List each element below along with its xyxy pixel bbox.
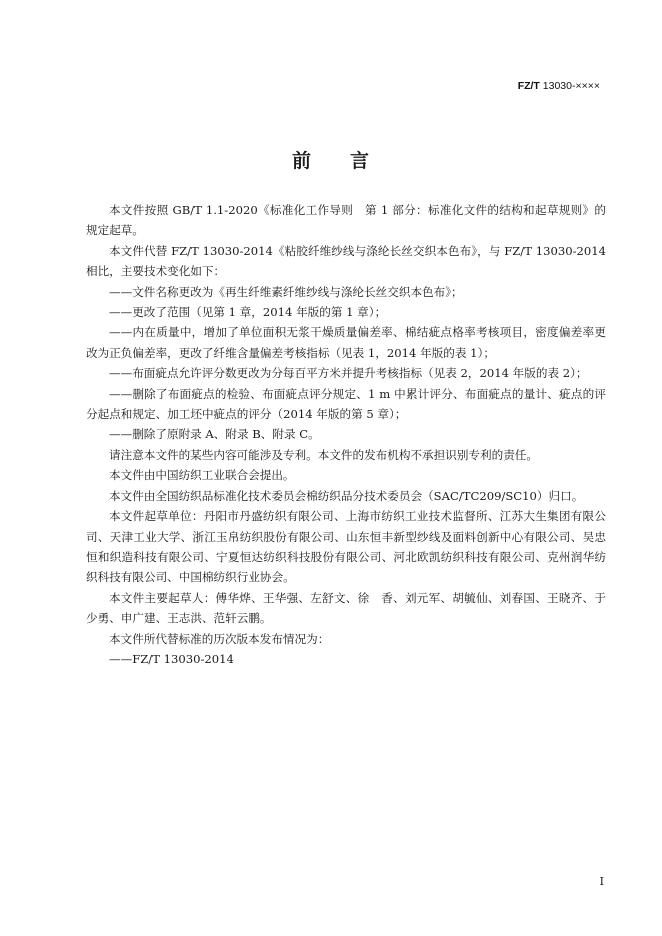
document-code-prefix: FZ/T: [517, 80, 540, 92]
foreword-body: [86, 200, 606, 669]
change-item-defect-score: ——布面疵点允许评分数更改为分每百平方米并提升考核指标（见表 2，2014 年版的表 2）；: [109, 366, 588, 381]
change-item-scope: ——更改了范围（见第 1 章，2014 年版的第 1 章）；: [109, 305, 387, 320]
paragraph-drafting-rules: 本文件按照 GB/T 1.1-2020《标准化工作导则 第 1 部分：标准化文件的结构和起草规则》的规定起草。: [86, 203, 606, 238]
paragraph-drafters: 本文件主要起草人：傅华烨、王华强、左舒文、徐 香、刘元军、胡毓仙、刘春国、王晓齐、于少勇、申广建、王志洪、范轩云鹏。: [86, 590, 606, 626]
paragraph-history-intro: 本文件所代替标准的历次版本发布情况为：: [109, 631, 330, 646]
change-item-intrinsic-quality: ——内在质量中，增加了单位面积无浆干燥质量偏差率、棉结疵点格率考核项目，密度偏差率更改为正负偏差率，更改了纤维含量偏差考核指标（见表 1，2014 年版的表 1）；: [86, 325, 606, 360]
change-item-deleted-annex: ——删除了原附录 A、附录 B、附录 C。: [109, 427, 320, 442]
document-code-number: 13030-××××: [539, 80, 600, 92]
document-code: [518, 80, 600, 92]
page-title-part-2: 言: [350, 150, 371, 172]
paragraph-drafting-units: 本文件起草单位：丹阳市丹盛纺织有限公司、上海市纺织工业技术监督所、江苏大生集团有限公司、天津工业大学、浙江玉帛纺织股份有限公司、山东恒丰新型纱线及面料创新中心有限公司、吴忠恒和织造科技有限公司、宁夏恒达纺织科技股份有限公司、河北欧凯纺织科技有限公司、克州润华纺织科技有限公司、中国棉纺织行业协会。: [86, 509, 606, 585]
page-number: I: [599, 875, 604, 888]
change-item-name: ——文件名称更改为《再生纤维素纤维纱线与涤纶长丝交织本色布》；: [109, 284, 463, 299]
paragraph-replaces: 本文件代替 FZ/T 13030-2014《粘胶纤维纱线与涤纶长丝交织本色布》，与 FZ/T 13030-2014 相比，主要技术变化如下：: [86, 243, 606, 279]
paragraph-history-item: ——FZ/T 13030-2014: [109, 651, 234, 666]
paragraph-patent-notice: 请注意本文件的某些内容可能涉及专利。本文件的发布机构不承担识别专利的责任。: [109, 447, 538, 462]
paragraph-proposed-by: 本文件由中国纺织工业联合会提出。: [109, 468, 295, 483]
change-item-deleted-inspection: ——删除了布面疵点的检验、布面疵点评分规定、1 m 中累计评分、布面疵点的量计、疵点的评分起点和规定、加工坯中疵点的评分（2014 年版的第 5 章）；: [86, 386, 606, 422]
page-title-part-1: 前: [291, 150, 312, 172]
page-title: [0, 146, 662, 173]
paragraph-centralized-by: 本文件由全国纺织品标准化技术委员会棉纺织品分技术委员会（SAC/TC209/SC10）归口。: [109, 488, 584, 503]
